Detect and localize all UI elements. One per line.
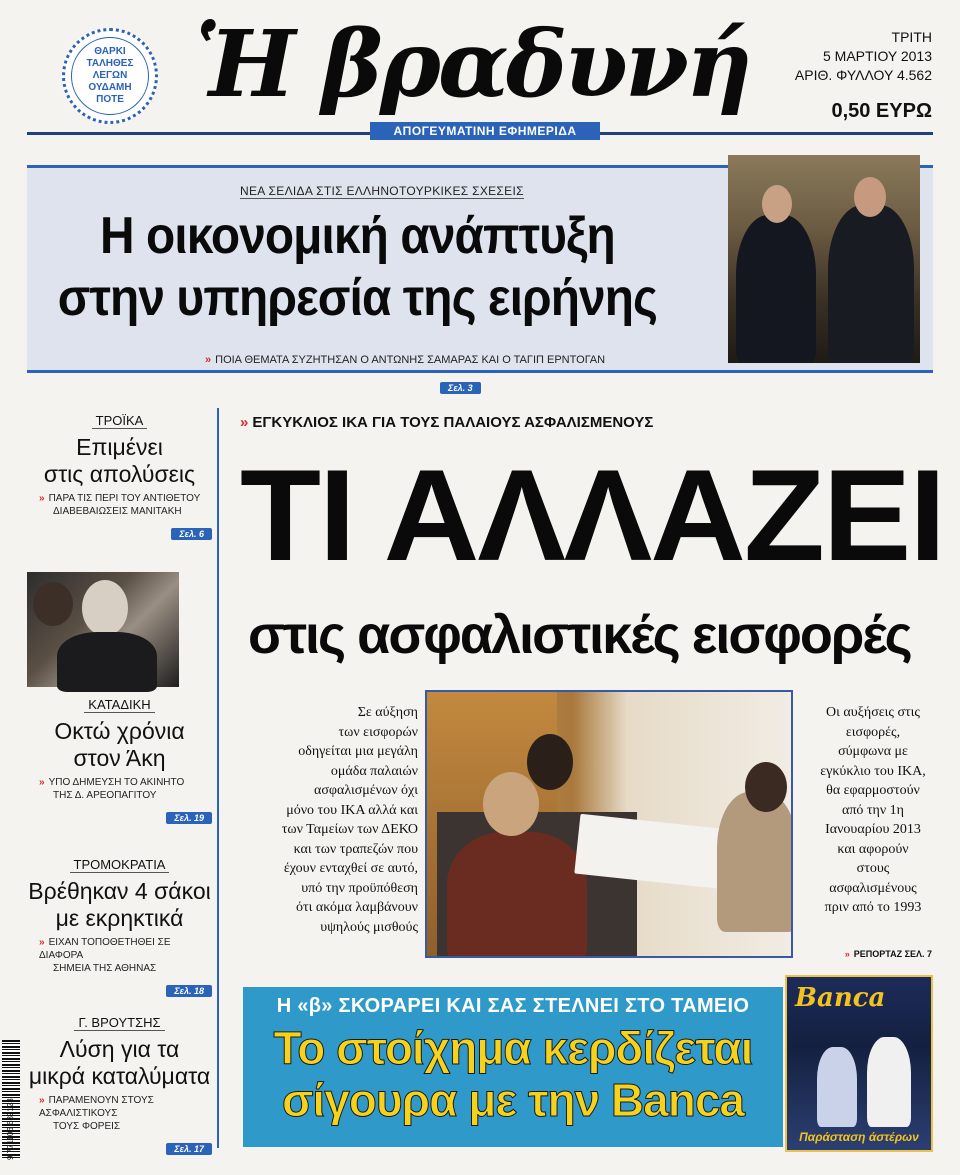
- double-arrow-icon: »: [844, 949, 850, 959]
- seal-line: ΟΥΔΑΜΗ: [88, 82, 132, 93]
- person-figure: [717, 792, 793, 932]
- main-story-subheadline[interactable]: στις ασφαλιστικές εισφορές: [248, 605, 911, 665]
- top-story-headline-line: Η οικονομική ανάπτυξη: [100, 207, 615, 265]
- player-figure: [867, 1037, 911, 1127]
- masthead-tagline: ΑΠΟΓΕΥΜΑΤΙΝΗ ΕΦΗΜΕΡΙΔΑ: [370, 122, 600, 140]
- issue-info: [795, 28, 932, 85]
- headline-line: μικρά καταλύματα: [28, 1063, 211, 1089]
- body-line: Ιανουαρίου 2013: [825, 822, 921, 837]
- body-line: εγκύκλιο του ΙΚΑ,: [820, 763, 926, 779]
- column-divider: [217, 408, 219, 1148]
- headline-line: στον Άκη: [73, 745, 166, 771]
- main-story-body-right: [808, 703, 938, 918]
- player-figure: [817, 1047, 857, 1127]
- body-line: ότι ακόμα λαμβάνουν: [296, 900, 418, 915]
- top-story-subline-text: ΠΟΙΑ ΘΕΜΑΤΑ ΣΥΖΗΤΗΣΑΝ Ο ΑΝΤΩΝΗΣ ΣΑΜΑΡΑΣ ΚΑΙ Ο ΤΑΓΙΠ ΕΡΝΤΟΓΑΝ: [215, 354, 606, 366]
- sidebar-story-label: ΚΑΤΑΔΙΚΗ: [84, 697, 154, 713]
- report-ref-text: ΡΕΠΟΡΤΑΖ ΣΕΛ. 7: [853, 949, 932, 959]
- sidebar-story-troika[interactable]: [27, 412, 212, 542]
- page-reference: Σελ. 17: [166, 1143, 212, 1155]
- sidebar-story-vroutsis[interactable]: [27, 1014, 212, 1157]
- sidebar-story-terrorism[interactable]: [27, 856, 212, 999]
- sidebar-story-label: Γ. ΒΡΟΥΤΣΗΣ: [74, 1015, 164, 1031]
- page-reference: Σελ. 19: [166, 812, 212, 824]
- note-line: ΔΙΑΒΕΒΑΙΩΣΕΙΣ ΜΑΝΙΤΑΚΗ: [53, 506, 182, 517]
- seal-line: ΘΑΡΚΙ: [94, 46, 126, 57]
- sidebar-story-headline: [27, 1036, 212, 1090]
- barcode-number: 9 771106 689123: [6, 1098, 15, 1160]
- seal-inner-ring: [71, 37, 149, 115]
- headline-line: Λύση για τα: [59, 1036, 180, 1062]
- page-reference: Σελ. 18: [166, 985, 212, 997]
- body-line: θα εφαρμοστούν: [826, 783, 920, 798]
- body-line: υψηλούς μισθούς: [320, 919, 418, 935]
- leaders-handshake-photo: [728, 155, 920, 363]
- person-face: [745, 762, 787, 812]
- body-line: υπό την προϋπόθεση: [301, 880, 418, 896]
- seal-line: ΠΟΤΕ: [96, 94, 124, 105]
- top-story-headline[interactable]: [40, 205, 675, 329]
- body-line: έχουν ενταχθεί σε αυτό,: [283, 861, 418, 876]
- top-story-subline: [205, 354, 605, 366]
- double-arrow-icon: »: [39, 1095, 45, 1106]
- note-line: ΤΗΣ Δ. ΑΡΕΟΠΑΓΙΤΟΥ: [53, 790, 157, 801]
- sidebar-page-tag: [27, 524, 212, 542]
- body-line: και των τραπεζών που: [293, 841, 418, 857]
- issue-date: 5 ΜΑΡΤΙΟΥ 2013: [822, 48, 932, 64]
- main-story-report-ref[interactable]: [845, 949, 932, 959]
- sidebar-story-note: [27, 1094, 212, 1133]
- double-arrow-icon: »: [240, 414, 249, 431]
- double-arrow-icon: »: [39, 493, 45, 504]
- issue-price: 0,50 ΕΥΡΩ: [831, 100, 932, 122]
- person-face: [762, 185, 792, 223]
- note-line: ΥΠΟ ΔΗΜΕΥΣΗ ΤΟ ΑΚΙΝΗΤΟ: [48, 777, 185, 788]
- sidebar-story-label: ΤΡΟΜΟΚΡΑΤΙΑ: [70, 857, 170, 873]
- promo-kicker: Η «β» ΣΚΟΡΑΡΕΙ ΚΑΙ ΣΑΣ ΣΤΕΛΝΕΙ ΣΤΟ ΤΑΜΕΙΟ: [276, 995, 750, 1017]
- headline-line: Οκτώ χρόνια: [54, 718, 185, 744]
- sidebar-story-conviction[interactable]: [27, 696, 212, 826]
- person-figure: [736, 215, 816, 363]
- body-line: και αφορούν: [837, 841, 909, 857]
- issue-day: ΤΡΙΤΗ: [891, 29, 932, 45]
- note-line: ΣΗΜΕΙΑ ΤΗΣ ΑΘΗΝΑΣ: [53, 963, 157, 974]
- sidebar-story-headline: [27, 718, 212, 772]
- convicted-politician-photo: [27, 572, 179, 687]
- note-line: ΤΟΥΣ ΦΟΡΕΙΣ: [53, 1121, 121, 1132]
- body-line: πριν από το 1993: [824, 900, 922, 915]
- body-line: ασφαλισμένους: [829, 880, 917, 896]
- sidebar-page-tag: [27, 1139, 212, 1157]
- sidebar-story-note: [27, 492, 212, 518]
- body-line: ασφαλισμένων όχι: [314, 783, 418, 798]
- body-line: σύμφωνα με: [838, 744, 908, 759]
- banca-title: Banca: [795, 983, 886, 1013]
- sidebar-page-tag: [27, 981, 212, 999]
- banca-magazine-cover[interactable]: [785, 975, 933, 1152]
- body-line: στους: [856, 861, 890, 876]
- top-story-kicker: ΝΕΑ ΣΕΛΙΔΑ ΣΤΙΣ ΕΛΛΗΝΟΤΟΥΡΚΙΚΕΣ ΣΧΕΣΕΙΣ: [240, 184, 524, 198]
- sidebar-story-label: ΤΡΟΪΚΑ: [92, 413, 148, 429]
- top-story-page-tag[interactable]: [440, 378, 481, 396]
- main-story-headline[interactable]: ΤΙ ΑΛΛΑΖΕΙ: [240, 442, 945, 588]
- banca-footer: Παράσταση άστέρων: [799, 1130, 919, 1144]
- headline-line: Βρέθηκαν 4 σάκοι: [28, 878, 211, 904]
- page-reference: Σελ. 3: [440, 382, 481, 394]
- seal-line: ΤΑΛΗΘΕΣ: [86, 58, 134, 69]
- body-line: των εισφορών: [338, 724, 418, 740]
- headline-line: με εκρηκτικά: [55, 905, 184, 931]
- body-line: εισφορές,: [845, 724, 901, 740]
- headline-line: στις απολύσεις: [43, 461, 196, 487]
- person-figure: [447, 832, 587, 958]
- sidebar-story-headline: [27, 434, 212, 488]
- person-face: [82, 580, 128, 636]
- main-story-kicker: [240, 414, 653, 431]
- body-line: Σε αύξηση: [357, 705, 418, 720]
- top-story-headline-line: στην υπηρεσία της ειρήνης: [57, 269, 657, 327]
- note-line: ΠΑΡΑΜΕΝΟΥΝ ΣΤΟΥΣ ΑΣΦΑΛΙΣΤΙΚΟΥΣ: [39, 1095, 154, 1119]
- sidebar-story-note: [27, 936, 212, 975]
- body-line: οδηγείται μια μεγάλη: [298, 744, 418, 759]
- headline-line: Επιμένει: [76, 434, 163, 460]
- ika-office-photo: [425, 690, 793, 958]
- sidebar-story-note: [27, 776, 212, 802]
- newspaper-seal: [62, 28, 158, 124]
- page-reference: Σελ. 6: [171, 528, 212, 540]
- body-line: των Ταμείων των ΔΕΚΟ: [281, 822, 418, 837]
- body-line: ομάδα παλαιών: [330, 763, 418, 779]
- promo-headline-line: σίγουρα με την Banca: [281, 1074, 745, 1126]
- body-line: μόνο του ΙΚΑ αλλά και: [286, 802, 418, 818]
- person-figure: [57, 632, 157, 692]
- double-arrow-icon: »: [39, 777, 45, 788]
- note-line: ΕΙΧΑΝ ΤΟΠΟΘΕΤΗΘΕΙ ΣΕ ΔΙΑΦΟΡΑ: [39, 937, 171, 961]
- person-figure: [828, 205, 914, 363]
- main-story-kicker-text: ΕΓΚΥΚΛΙΟΣ ΙΚΑ ΓΙΑ ΤΟΥΣ ΠΑΛΑΙΟΥΣ ΑΣΦΑΛΙΣΜΕΝΟΥΣ: [252, 414, 654, 431]
- main-story-body-left: [252, 703, 418, 937]
- person-face: [854, 177, 886, 217]
- note-line: ΠΑΡΑ ΤΙΣ ΠΕΡΙ ΤΟΥ ΑΝΤΙΘΕΤΟΥ: [48, 493, 201, 504]
- seal-line: ΛΕΓΩΝ: [92, 70, 128, 81]
- promo-headline-line: Το στοίχημα κερδίζεται: [273, 1022, 753, 1074]
- double-arrow-icon: »: [205, 354, 212, 366]
- body-line: Οι αυξήσεις στις: [826, 705, 920, 720]
- newspaper-logo[interactable]: Ἡ βραδυνή: [195, 10, 750, 118]
- issue-number: ΑΡΙΘ. ΦΥΛΛΟΥ 4.562: [794, 67, 932, 83]
- body-line: από την 1η: [841, 802, 904, 818]
- double-arrow-icon: »: [39, 937, 45, 948]
- person-face: [527, 734, 573, 790]
- sidebar-page-tag: [27, 808, 212, 826]
- person-face: [33, 582, 73, 626]
- promo-headline[interactable]: [243, 1022, 783, 1126]
- person-face: [483, 772, 539, 836]
- sidebar-story-headline: [27, 878, 212, 932]
